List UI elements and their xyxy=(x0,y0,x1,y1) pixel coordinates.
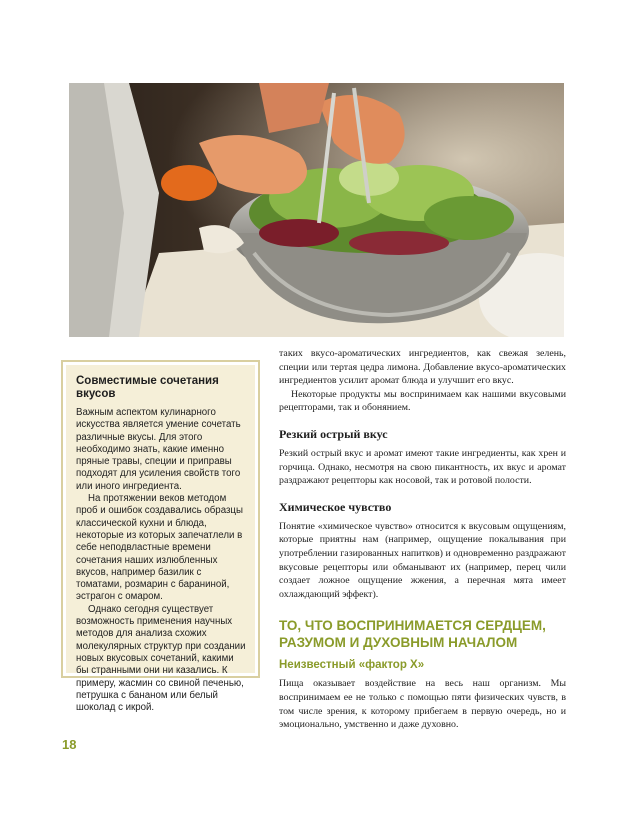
sidebar-paragraph: Однако сегодня существует возможность применения научных методов для анализа схожих молекулярных структур при создании новых вкусовых сочетаний, какими бы странными они ни казались. К примеру, жасмин со свиной печенью, петрушка с бананом или белый шоколад с икрой. xyxy=(76,603,246,714)
section-heading: Резкий острый вкус xyxy=(279,426,388,441)
intro-paragraph: Некоторые продукты мы воспринимаем как нашими вкусовыми рецепторами, так и обонянием. xyxy=(279,388,566,414)
section-text: Понятие «химическое чувство» относится к вкусовым ощущениям, которые приятны нам (например, ощущение покалывания при употреблении газированных напитков) и одновременно раздражают вкусовые рецепторы или обманывают их (например, перец чили создает ложное ощущение жжения, а перечная мята имеет охлаждающий эффект). xyxy=(279,520,566,600)
page-number: 18 xyxy=(62,737,77,752)
sidebar-paragraph: Важным аспектом кулинарного искусства является умение сочетать различные вкусы. Для этого необходимо знать, какие именно пряные травы, специи и приправы подходят для усиления свойств того или иного ингредиента. xyxy=(76,407,241,492)
main-column xyxy=(279,347,566,732)
salad-bowl-photo xyxy=(69,83,564,337)
section-heading: Химическое чувство xyxy=(279,499,392,514)
sidebar-box xyxy=(61,360,260,714)
sidebar-title: Совместимые сочетания вкусов xyxy=(76,375,219,400)
section-text: Пища оказывает воздействие на весь наш организм. Мы воспринимаем ее не только с помощью пяти физических чувств, в том числе зрения, к которому прибегаем в первую очередь, но и эмоционально, умственно и даже духовно. xyxy=(279,678,566,731)
sidebar-content xyxy=(66,365,255,714)
chapter-heading: ТО, ЧТО ВОСПРИНИМАЕТСЯ СЕРДЦЕМ, РАЗУМОМ И ДУХОВНЫМ НАЧАЛОМ xyxy=(279,618,546,651)
section-heading: Неизвестный «фактор Х» xyxy=(279,659,425,672)
section-text: Резкий острый вкус и аромат имеют такие ингредиенты, как хрен и горчица. Однако, несмотря на свою пикантность, их вкус и аромат раздражают рецепторы как носовой, так и ротовой полости. xyxy=(279,447,566,487)
intro-paragraph: таких вкусо-ароматических ингредиентов, как свежая зелень, специи или тертая цедра лимона. Добавление вкусо-ароматических ингредиентов усилит аромат блюда и улучшит его вкус. xyxy=(279,348,566,387)
sidebar-paragraph: На протяжении веков методом проб и ошибок создавались образцы классической кухни и блюда, некоторые из которых запечатлели в себе неподвластные времени сочетания наших излюбленных вкусов, например базилик с томатами, розмарин с бараниной, эстрагон с омаром. xyxy=(76,493,243,603)
